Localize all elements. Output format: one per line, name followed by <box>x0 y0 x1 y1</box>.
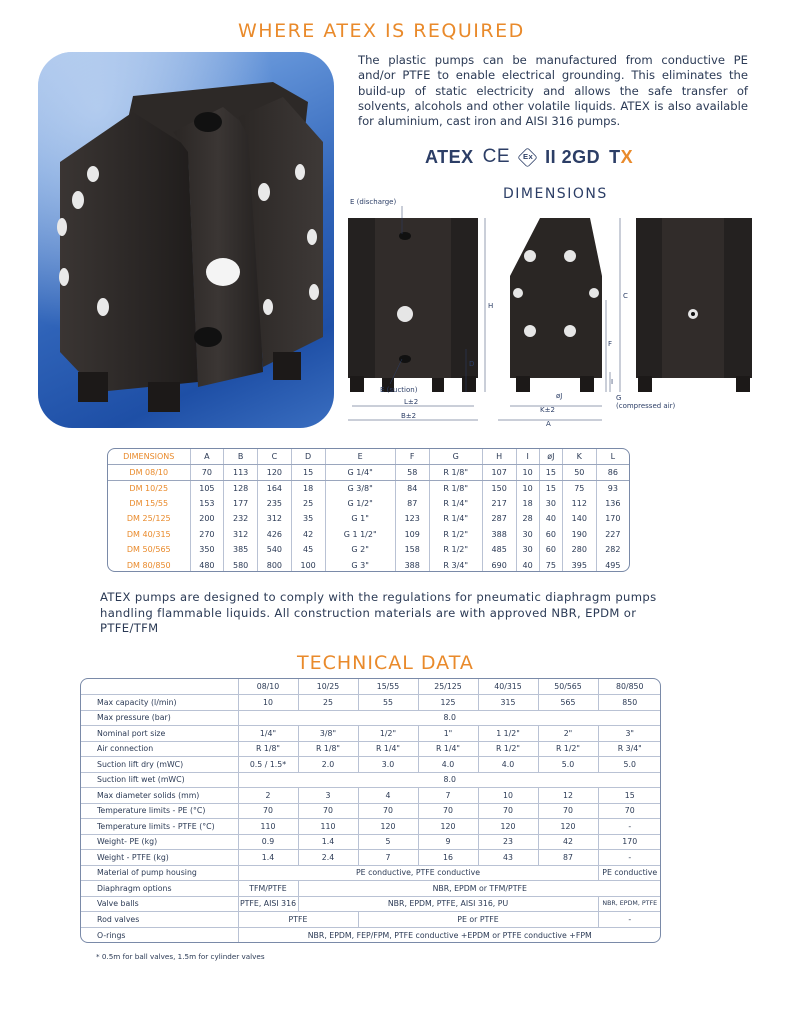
table-cell: R 1/8" <box>429 465 482 481</box>
table-cell: 315 <box>478 695 538 711</box>
table-cell: 4.0 <box>418 757 478 773</box>
table-row <box>81 772 661 788</box>
table-row <box>81 896 661 912</box>
tech-header-row <box>81 679 661 695</box>
row-label: Max diameter solids (mm) <box>81 788 238 804</box>
table-cell: 3.0 <box>358 757 418 773</box>
atex-group: II 2GD <box>545 146 601 167</box>
table-cell: NBR, EPDM, PTFE <box>598 896 661 912</box>
tech-header-cell: 40/315 <box>478 679 538 695</box>
row-label: Air connection <box>81 741 238 757</box>
table-cell: 235 <box>258 496 292 512</box>
dimension-drawing <box>340 196 760 436</box>
table-cell: G 2" <box>325 542 395 558</box>
table-cell: R 3/4" <box>598 741 661 757</box>
table-cell: 10 <box>478 788 538 804</box>
label-d: D <box>469 360 475 368</box>
table-cell: 58 <box>395 465 429 481</box>
dim-header-cell: E <box>325 449 395 465</box>
table-cell: 312 <box>258 511 292 527</box>
table-cell: 3 <box>298 788 358 804</box>
table-row <box>81 912 661 928</box>
dim-header-cell: L <box>596 449 629 465</box>
table-cell: 2.4 <box>298 850 358 866</box>
table-cell: 1" <box>418 726 478 742</box>
table-cell: 87 <box>538 850 598 866</box>
table-cell: 60 <box>539 527 562 543</box>
table-row <box>81 881 661 897</box>
table-cell: 70 <box>190 465 224 481</box>
table-cell: 350 <box>190 542 224 558</box>
table-cell: 42 <box>538 834 598 850</box>
table-row <box>81 850 661 866</box>
dimensions-table <box>107 448 630 572</box>
table-cell: 2.0 <box>298 757 358 773</box>
table-cell: 232 <box>224 511 258 527</box>
row-label: Diaphragm options <box>81 881 238 897</box>
dim-header-cell: A <box>190 449 224 465</box>
table-cell: 87 <box>395 496 429 512</box>
table-cell: 120 <box>538 819 598 835</box>
table-cell: 426 <box>258 527 292 543</box>
table-cell: 75 <box>562 480 596 496</box>
table-cell: 5.0 <box>538 757 598 773</box>
table-cell: 1.4 <box>298 834 358 850</box>
table-cell: 25 <box>298 695 358 711</box>
tech-header-cell: 10/25 <box>298 679 358 695</box>
table-cell: 800 <box>258 558 292 573</box>
row-label: Weight- PE (kg) <box>81 834 238 850</box>
dim-header-cell: H <box>482 449 516 465</box>
table-cell: 312 <box>224 527 258 543</box>
model-name-cell: DM 10/25 <box>129 483 169 493</box>
table-cell: 15 <box>291 465 325 481</box>
table-cell: 42 <box>291 527 325 543</box>
table-cell: - <box>598 912 661 928</box>
table-cell: PTFE <box>238 912 358 928</box>
table-row <box>108 465 629 481</box>
atex-note: ATEX pumps are designed to comply with the regulations for pneumatic diaphragm pumps handling flammable liquids. All construction materials are with approved NBR, EPDM or PTFE/TFM <box>100 590 657 635</box>
atex-marking <box>425 146 633 168</box>
table-cell: 50 <box>562 465 596 481</box>
row-label: Nominal port size <box>81 726 238 742</box>
table-row <box>81 726 661 742</box>
table-cell: 9 <box>418 834 478 850</box>
dim-header-cell: øJ <box>539 449 562 465</box>
row-label: O-rings <box>81 927 238 943</box>
table-cell: 128 <box>224 480 258 496</box>
technical-data-table <box>80 678 661 943</box>
table-cell: 110 <box>238 819 298 835</box>
table-cell: 15 <box>598 788 661 804</box>
row-label: Material of pump housing <box>81 865 238 881</box>
table-cell: 177 <box>224 496 258 512</box>
table-cell: 55 <box>358 695 418 711</box>
table-cell: 12 <box>538 788 598 804</box>
table-cell: TFM/PTFE <box>238 881 298 897</box>
table-cell: 5 <box>358 834 418 850</box>
table-cell: 136 <box>596 496 629 512</box>
table-cell: 45 <box>291 542 325 558</box>
table-cell: 8.0 <box>238 772 661 788</box>
table-cell: 120 <box>358 819 418 835</box>
table-cell: 30 <box>516 527 539 543</box>
table-cell: NBR, EPDM, PTFE, AISI 316, PU <box>298 896 598 912</box>
section-title-atex: WHERE ATEX IS REQUIRED <box>238 20 525 42</box>
table-cell: 7 <box>418 788 478 804</box>
table-cell: 388 <box>395 558 429 573</box>
table-row <box>108 527 629 543</box>
tech-header-cell: 25/125 <box>418 679 478 695</box>
model-name-cell: DM 40/315 <box>126 529 171 539</box>
atex-temperature-class: TX <box>609 146 634 167</box>
table-cell: 30 <box>539 496 562 512</box>
table-cell: R 1/8" <box>298 741 358 757</box>
table-cell: 40 <box>539 511 562 527</box>
table-cell: 395 <box>562 558 596 573</box>
table-cell: 75 <box>539 558 562 573</box>
table-cell: R 1/4" <box>418 741 478 757</box>
row-label: Suction lift dry (mWC) <box>81 757 238 773</box>
table-cell: G 3/8" <box>325 480 395 496</box>
table-cell: 70 <box>598 803 661 819</box>
table-cell: 170 <box>596 511 629 527</box>
table-cell: 120 <box>258 465 292 481</box>
table-cell: 270 <box>190 527 224 543</box>
table-cell: 70 <box>238 803 298 819</box>
table-cell: 18 <box>516 496 539 512</box>
dim-header-cell: C <box>258 449 292 465</box>
dimensions-title: DIMENSIONS <box>503 186 608 202</box>
table-cell: PE conductive <box>598 865 661 881</box>
table-cell: 84 <box>395 480 429 496</box>
label-a: A <box>546 420 551 428</box>
table-cell: 164 <box>258 480 292 496</box>
table-cell: 4 <box>358 788 418 804</box>
table-cell: 485 <box>482 542 516 558</box>
table-cell: 23 <box>478 834 538 850</box>
table-cell: 30 <box>516 542 539 558</box>
table-cell: 2" <box>538 726 598 742</box>
table-row <box>81 834 661 850</box>
table-cell: 388 <box>482 527 516 543</box>
table-cell: 3/8" <box>298 726 358 742</box>
table-cell: 385 <box>224 542 258 558</box>
table-cell: 1 1/2" <box>478 726 538 742</box>
table-cell: 60 <box>539 542 562 558</box>
table-cell: R 1/2" <box>538 741 598 757</box>
table-cell: 107 <box>482 465 516 481</box>
table-row <box>108 558 629 573</box>
tech-header-cell: 50/565 <box>538 679 598 695</box>
table-cell: R 1/8" <box>429 480 482 496</box>
table-cell: PE or PTFE <box>358 912 598 928</box>
table-cell: 43 <box>478 850 538 866</box>
table-cell: 70 <box>538 803 598 819</box>
label-b2: B±2 <box>401 412 417 420</box>
table-cell: 15 <box>539 465 562 481</box>
table-cell: 125 <box>418 695 478 711</box>
table-cell: 7 <box>358 850 418 866</box>
table-cell: 0.5 / 1.5* <box>238 757 298 773</box>
table-cell: 1.4 <box>238 850 298 866</box>
table-cell: 120 <box>478 819 538 835</box>
row-label: Max pressure (bar) <box>81 710 238 726</box>
row-label: Weight - PTFE (kg) <box>81 850 238 866</box>
table-cell: R 1/8" <box>238 741 298 757</box>
dimensions-header-row <box>108 449 629 465</box>
table-cell: R 1/4" <box>429 511 482 527</box>
table-cell: 35 <box>291 511 325 527</box>
label-oj: øJ <box>556 392 563 400</box>
table-cell: 100 <box>291 558 325 573</box>
table-row <box>108 480 629 496</box>
tech-header-cell <box>81 679 238 695</box>
ce-mark: CE <box>482 146 511 167</box>
tech-header-cell: 08/10 <box>238 679 298 695</box>
table-row <box>81 788 661 804</box>
table-cell: 70 <box>298 803 358 819</box>
table-cell: 153 <box>190 496 224 512</box>
table-cell: 113 <box>224 465 258 481</box>
dim-header-cell: D <box>291 449 325 465</box>
table-cell: 158 <box>395 542 429 558</box>
table-cell: 190 <box>562 527 596 543</box>
table-cell: 200 <box>190 511 224 527</box>
model-name-cell: DM 80/850 <box>126 560 171 570</box>
model-name-cell: DM 50/565 <box>126 545 171 555</box>
table-cell: 282 <box>596 542 629 558</box>
table-cell: PE conductive, PTFE conductive <box>238 865 598 881</box>
table-cell: G 3" <box>325 558 395 573</box>
table-cell: 170 <box>598 834 661 850</box>
table-cell: - <box>598 819 661 835</box>
table-cell: 1/2" <box>358 726 418 742</box>
table-row <box>81 695 661 711</box>
row-label: Rod valves <box>81 912 238 928</box>
label-e-suction: E (suction) <box>380 386 418 394</box>
table-row <box>81 927 661 943</box>
table-cell: 0.9 <box>238 834 298 850</box>
table-cell: 70 <box>358 803 418 819</box>
ex-symbol-icon: Ex <box>517 147 537 167</box>
row-label: Valve balls <box>81 896 238 912</box>
table-cell: 495 <box>596 558 629 573</box>
table-cell: 150 <box>482 480 516 496</box>
footnote: * 0.5m for ball valves, 1.5m for cylinder valves <box>96 952 265 961</box>
table-cell: 227 <box>596 527 629 543</box>
dim-header-cell: F <box>395 449 429 465</box>
table-cell: 10 <box>238 695 298 711</box>
section-title-technical: TECHNICAL DATA <box>297 652 474 674</box>
table-cell: 287 <box>482 511 516 527</box>
table-row <box>81 819 661 835</box>
table-cell: 123 <box>395 511 429 527</box>
table-cell: 25 <box>291 496 325 512</box>
table-cell: NBR, EPDM, FEP/FPM, PTFE conductive +EPDM or PTFE conductive +FPM <box>238 927 661 943</box>
model-name-cell: DM 25/125 <box>126 514 171 524</box>
model-name-cell: DM 15/55 <box>129 498 169 508</box>
table-cell: 217 <box>482 496 516 512</box>
table-cell: 140 <box>562 511 596 527</box>
table-row <box>81 757 661 773</box>
row-label: Temperature limits - PE (°C) <box>81 803 238 819</box>
intro-paragraph: The plastic pumps can be manufactured from conductive PE and/or PTFE to enable electrical grounding. This eliminates the build-up of static electricity and allows the safe transfer of solvents, alcohols and other volatile liquids. ATEX is also available for aluminium, cast iron and AISI 316 pumps. <box>358 53 748 129</box>
dim-header-cell: B <box>224 449 258 465</box>
table-cell: 580 <box>224 558 258 573</box>
table-cell: G 1 1/2" <box>325 527 395 543</box>
table-cell: 120 <box>418 819 478 835</box>
label-l2: L±2 <box>404 398 419 406</box>
table-cell: 8.0 <box>238 710 661 726</box>
table-cell: 40 <box>516 558 539 573</box>
table-cell: PTFE, AISI 316 <box>238 896 298 912</box>
table-cell: 280 <box>562 542 596 558</box>
table-cell: 18 <box>291 480 325 496</box>
table-cell: 70 <box>478 803 538 819</box>
table-row <box>81 741 661 757</box>
table-cell: 109 <box>395 527 429 543</box>
table-cell: R 1/4" <box>358 741 418 757</box>
table-cell: 15 <box>539 480 562 496</box>
table-cell: 690 <box>482 558 516 573</box>
model-name-cell: DM 08/10 <box>108 465 190 481</box>
table-row <box>81 710 661 726</box>
label-g-note: (compressed air) <box>616 402 676 410</box>
table-cell: 850 <box>598 695 661 711</box>
table-cell: 10 <box>516 465 539 481</box>
table-cell: 4.0 <box>478 757 538 773</box>
tech-header-cell: 15/55 <box>358 679 418 695</box>
table-cell: R 1/2" <box>478 741 538 757</box>
dim-header-cell: I <box>516 449 539 465</box>
dim-header-cell: G <box>429 449 482 465</box>
table-cell: 93 <box>596 480 629 496</box>
label-e-discharge: E (discharge) <box>350 198 397 206</box>
dim-header-cell: DIMENSIONS <box>108 449 190 465</box>
table-cell: 110 <box>298 819 358 835</box>
dimensions-body <box>108 465 629 573</box>
table-cell: 3" <box>598 726 661 742</box>
table-cell: 1/4" <box>238 726 298 742</box>
table-cell: 70 <box>418 803 478 819</box>
pump-photo <box>38 52 334 428</box>
table-cell: 5.0 <box>598 757 661 773</box>
table-cell: 112 <box>562 496 596 512</box>
table-cell: 2 <box>238 788 298 804</box>
dim-header-cell: K <box>562 449 596 465</box>
label-g: G <box>616 394 622 402</box>
table-cell: 540 <box>258 542 292 558</box>
table-cell: R 1/2" <box>429 542 482 558</box>
table-row <box>81 865 661 881</box>
table-row <box>81 803 661 819</box>
table-cell: - <box>598 850 661 866</box>
table-row <box>108 496 629 512</box>
table-row <box>108 511 629 527</box>
label-h: H <box>488 302 494 310</box>
label-c: C <box>623 292 628 300</box>
table-cell: R 1/2" <box>429 527 482 543</box>
row-label: Temperature limits - PTFE (°C) <box>81 819 238 835</box>
table-row <box>108 542 629 558</box>
tech-header-cell: 80/850 <box>598 679 661 695</box>
table-cell: 10 <box>516 480 539 496</box>
table-cell: R 1/4" <box>429 496 482 512</box>
row-label: Suction lift wet (mWC) <box>81 772 238 788</box>
table-cell: 480 <box>190 558 224 573</box>
atex-mark-label: ATEX <box>425 146 474 167</box>
table-cell: 565 <box>538 695 598 711</box>
table-cell: 86 <box>596 465 629 481</box>
table-cell: G 1/4" <box>325 465 395 481</box>
table-cell: G 1" <box>325 511 395 527</box>
table-cell: NBR, EPDM or TFM/PTFE <box>298 881 661 897</box>
table-cell: G 1/2" <box>325 496 395 512</box>
table-cell: R 3/4" <box>429 558 482 573</box>
label-f: F <box>608 340 613 348</box>
row-label: Max capacity (l/min) <box>81 695 238 711</box>
table-cell: 16 <box>418 850 478 866</box>
table-cell: 28 <box>516 511 539 527</box>
label-i: I <box>611 378 614 386</box>
label-k2: K±2 <box>540 406 555 414</box>
table-cell: 105 <box>190 480 224 496</box>
